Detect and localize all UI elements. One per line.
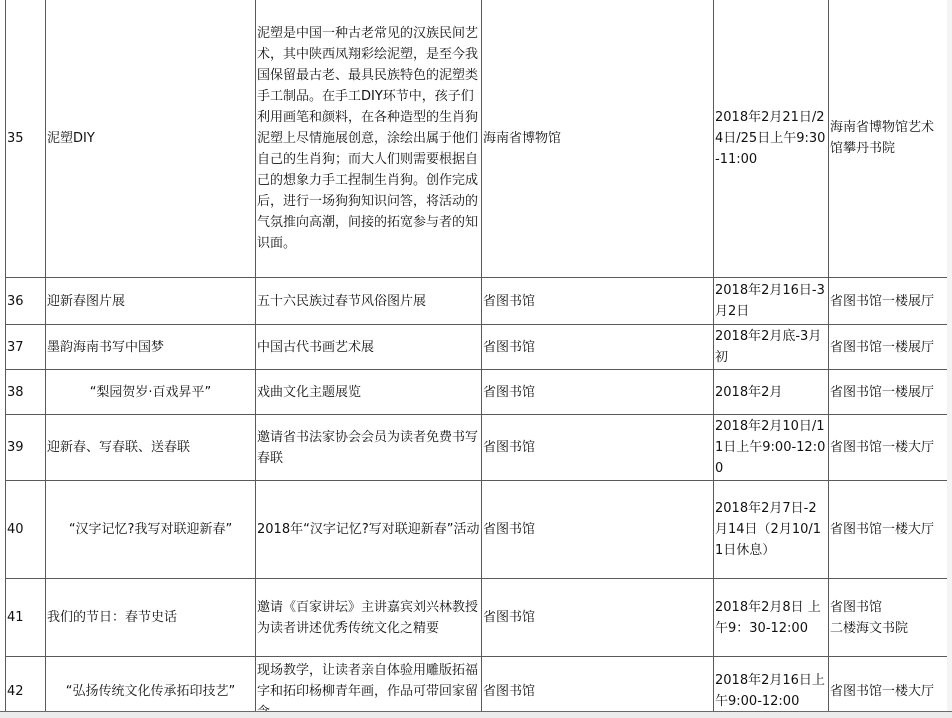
window-bottom-edge	[0, 711, 952, 718]
table-row	[6, 0, 948, 278]
event-title: 我们的节日：春节史话	[46, 579, 256, 657]
event-description: 戏曲文化主题展览	[256, 370, 482, 415]
event-venue: 省图书馆一楼大厅	[829, 481, 948, 579]
event-title: “梨园贺岁·百戏昇平”	[46, 370, 256, 415]
event-title: “弘扬传统文化传承拓印技艺”	[46, 657, 256, 718]
event-time: 2018年2月7日-2月14日（2月10/11日休息）	[714, 481, 829, 579]
row-number: 41	[6, 579, 46, 657]
row-number: 40	[6, 481, 46, 579]
row-number: 36	[6, 278, 46, 325]
table-row	[6, 325, 948, 370]
event-time: 2018年2月	[714, 370, 829, 415]
event-title: “汉字记忆?我写对联迎新春”	[46, 481, 256, 579]
organizer: 省图书馆	[482, 415, 714, 481]
organizer: 省图书馆	[482, 278, 714, 325]
event-description: 现场教学，让读者亲自体验用雕版拓福字和拓印杨柳青年画，作品可带回家留	[256, 657, 482, 718]
event-time: 2018年2月底-3月初	[714, 325, 829, 370]
table-row	[6, 415, 948, 481]
event-description: 泥塑是中国一种古老常见的汉族民间艺术，其中陕西凤翔彩绘泥塑，是至今我国保留最古老、最具民族特色的泥塑类手工制品。在手工DIY环节中，孩子们利用画笔和颜料，在各种造型的生肖狗泥塑上尽情施展创意，涂绘出属于他们自己的生肖狗；而大人们则需要根据自己的想象力手工捏制生肖狗。创作完成后，进行一场狗狗知识问答，将活动的气氛推向高潮，间接的拓宽参与者的知识面。	[256, 0, 482, 278]
organizer: 省图书馆	[482, 481, 714, 579]
row-number: 37	[6, 325, 46, 370]
table-row	[6, 657, 948, 718]
organizer: 海南省博物馆	[482, 0, 714, 278]
event-title: 墨韵海南书写中国梦	[46, 325, 256, 370]
row-number: 39	[6, 415, 46, 481]
row-number: 42	[6, 657, 46, 718]
table-row	[6, 579, 948, 657]
row-number: 35	[6, 0, 46, 278]
event-schedule-table	[5, 0, 948, 718]
organizer: 省图书馆	[482, 325, 714, 370]
event-time: 2018年2月16日上午9:00-12:00	[714, 657, 829, 718]
organizer: 省图书馆	[482, 657, 714, 718]
window-right-edge	[947, 0, 952, 718]
event-title: 泥塑DIY	[46, 0, 256, 278]
table-row	[6, 370, 948, 415]
event-title: 迎新春图片展	[46, 278, 256, 325]
event-venue: 省图书馆一楼大厅	[829, 415, 948, 481]
event-description: 2018年“汉字记忆?写对联迎新春”活动	[256, 481, 482, 579]
table-row	[6, 278, 948, 325]
event-venue: 省图书馆一楼展厅	[829, 325, 948, 370]
event-venue: 省图书馆一楼展厅	[829, 278, 948, 325]
event-time: 2018年2月8日 上午9：30-12:00	[714, 579, 829, 657]
event-time: 2018年2月10日/11日上午9:00-12:00	[714, 415, 829, 481]
event-description: 中国古代书画艺术展	[256, 325, 482, 370]
organizer: 省图书馆	[482, 370, 714, 415]
event-description: 邀请省书法家协会会员为读者免费书写春联	[256, 415, 482, 481]
event-time: 2018年2月21日/24日/25日上午9:30-11:00	[714, 0, 829, 278]
event-venue: 省图书馆一楼展厅	[829, 370, 948, 415]
event-description: 五十六民族过春节风俗图片展	[256, 278, 482, 325]
table-row	[6, 481, 948, 579]
event-time: 2018年2月16日-3月2日	[714, 278, 829, 325]
organizer: 省图书馆	[482, 579, 714, 657]
event-description: 邀请《百家讲坛》主讲嘉宾刘兴林教授为读者讲述优秀传统文化之精要	[256, 579, 482, 657]
event-venue: 海南省博物馆艺术馆攀丹书院	[829, 0, 948, 278]
event-venue: 省图书馆 二楼海文书院	[829, 579, 948, 657]
event-title: 迎新春、写春联、送春联	[46, 415, 256, 481]
event-venue: 省图书馆一楼大厅	[829, 657, 948, 718]
row-number: 38	[6, 370, 46, 415]
